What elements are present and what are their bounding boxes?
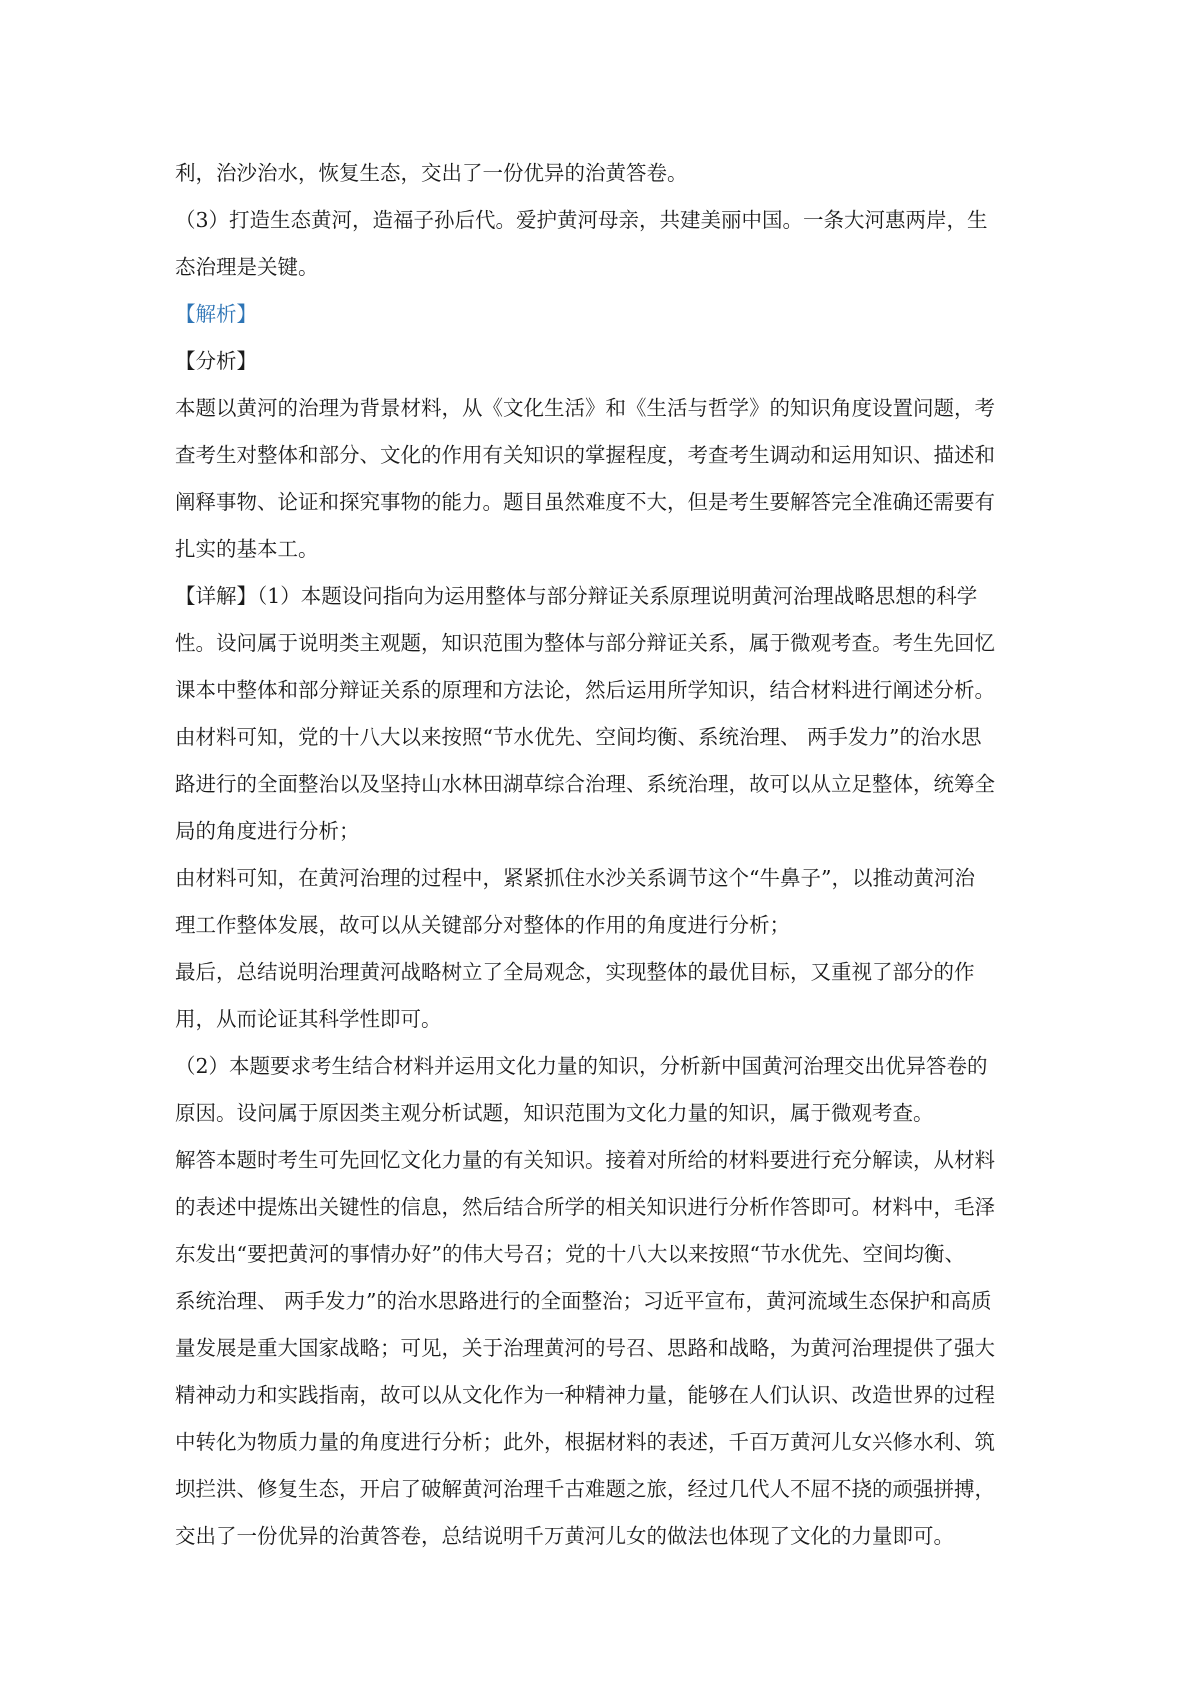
text-line: 课本中整体和部分辩证关系的原理和方法论，然后运用所学知识，结合材料进行阐述分析。 [175,678,995,702]
text-line: 精神动力和实践指南，故可以从文化作为一种精神力量，能够在人们认识、改造世界的过程 [175,1383,995,1407]
text-line: 的表述中提炼出关键性的信息，然后结合所学的相关知识进行分析作答即可。材料中，毛泽 [175,1195,995,1219]
text-line: 最后，总结说明治理黄河战略树立了全局观念，实现整体的最优目标，又重视了部分的作 [175,960,975,984]
text-line: 交出了一份优异的治黄答卷，总结说明千万黄河儿女的做法也体现了文化的力量即可。 [175,1524,954,1548]
analysis-heading: 【解析】 [175,302,257,326]
text-line: 理工作整体发展，故可以从关键部分对整体的作用的角度进行分析； [175,913,790,937]
text-line: 本题以黄河的治理为背景材料，从《文化生活》和《生活与哲学》的知识角度设置问题，考 [175,396,995,420]
text-line: 坝拦洪、修复生态，开启了破解黄河治理千古难题之旅，经过几代人不屈不挠的顽强拼搏， [175,1477,995,1501]
text-line: 中转化为物质力量的角度进行分析；此外，根据材料的表述，千百万黄河儿女兴修水利、筑 [175,1430,995,1454]
text-line: 态治理是关键。 [175,255,319,279]
text-line: 查考生对整体和部分、文化的作用有关知识的掌握程度，考查考生调动和运用知识、描述和 [175,443,995,467]
text-line: 路进行的全面整治以及坚持山水林田湖草综合治理、系统治理，故可以从立足整体，统筹全 [175,772,995,796]
section-heading-fenxi: 【分析】 [175,349,257,373]
text-line: （3）打造生态黄河，造福子孙后代。爱护黄河母亲，共建美丽中国。一条大河惠两岸，生 [175,208,988,232]
document-body [175,150,1043,1560]
text-line: 局的角度进行分析； [175,819,360,843]
text-line: 用，从而论证其科学性即可。 [175,1007,442,1031]
text-line: 由材料可知，在黄河治理的过程中，紧紧抓住水沙关系调节这个“牛鼻子”，以推动黄河治 [175,866,975,890]
text-line: 扎实的基本工。 [175,537,319,561]
text-line: 【详解】（1）本题设问指向为运用整体与部分辩证关系原理说明黄河治理战略思想的科学 [175,584,978,608]
text-line: 东发出“要把黄河的事情办好”的伟大号召；党的十八大以来按照“节水优先、空间均衡、 [175,1242,965,1266]
text-line: 量发展是重大国家战略；可见，关于治理黄河的号召、思路和战略，为黄河治理提供了强大 [175,1336,995,1360]
text-line: 性。设问属于说明类主观题，知识范围为整体与部分辩证关系，属于微观考查。考生先回忆 [175,631,995,655]
text-line: 解答本题时考生可先回忆文化力量的有关知识。接着对所给的材料要进行充分解读，从材料 [175,1148,995,1172]
text-line: 阐释事物、论证和探究事物的能力。题目虽然难度不大，但是考生要解答完全准确还需要有 [175,490,995,514]
text-line: 由材料可知，党的十八大以来按照“节水优先、空间均衡、系统治理、 两手发力”的治水思 [175,725,982,749]
text-line: 利，治沙治水，恢复生态，交出了一份优异的治黄答卷。 [175,161,688,185]
text-line: 原因。设问属于原因类主观分析试题，知识范围为文化力量的知识，属于微观考查。 [175,1101,934,1125]
text-line: （2）本题要求考生结合材料并运用文化力量的知识，分析新中国黄河治理交出优异答卷的 [175,1054,988,1078]
text-line: 系统治理、 两手发力”的治水思路进行的全面整治；习近平宣布，黄河流域生态保护和高质 [175,1289,992,1313]
